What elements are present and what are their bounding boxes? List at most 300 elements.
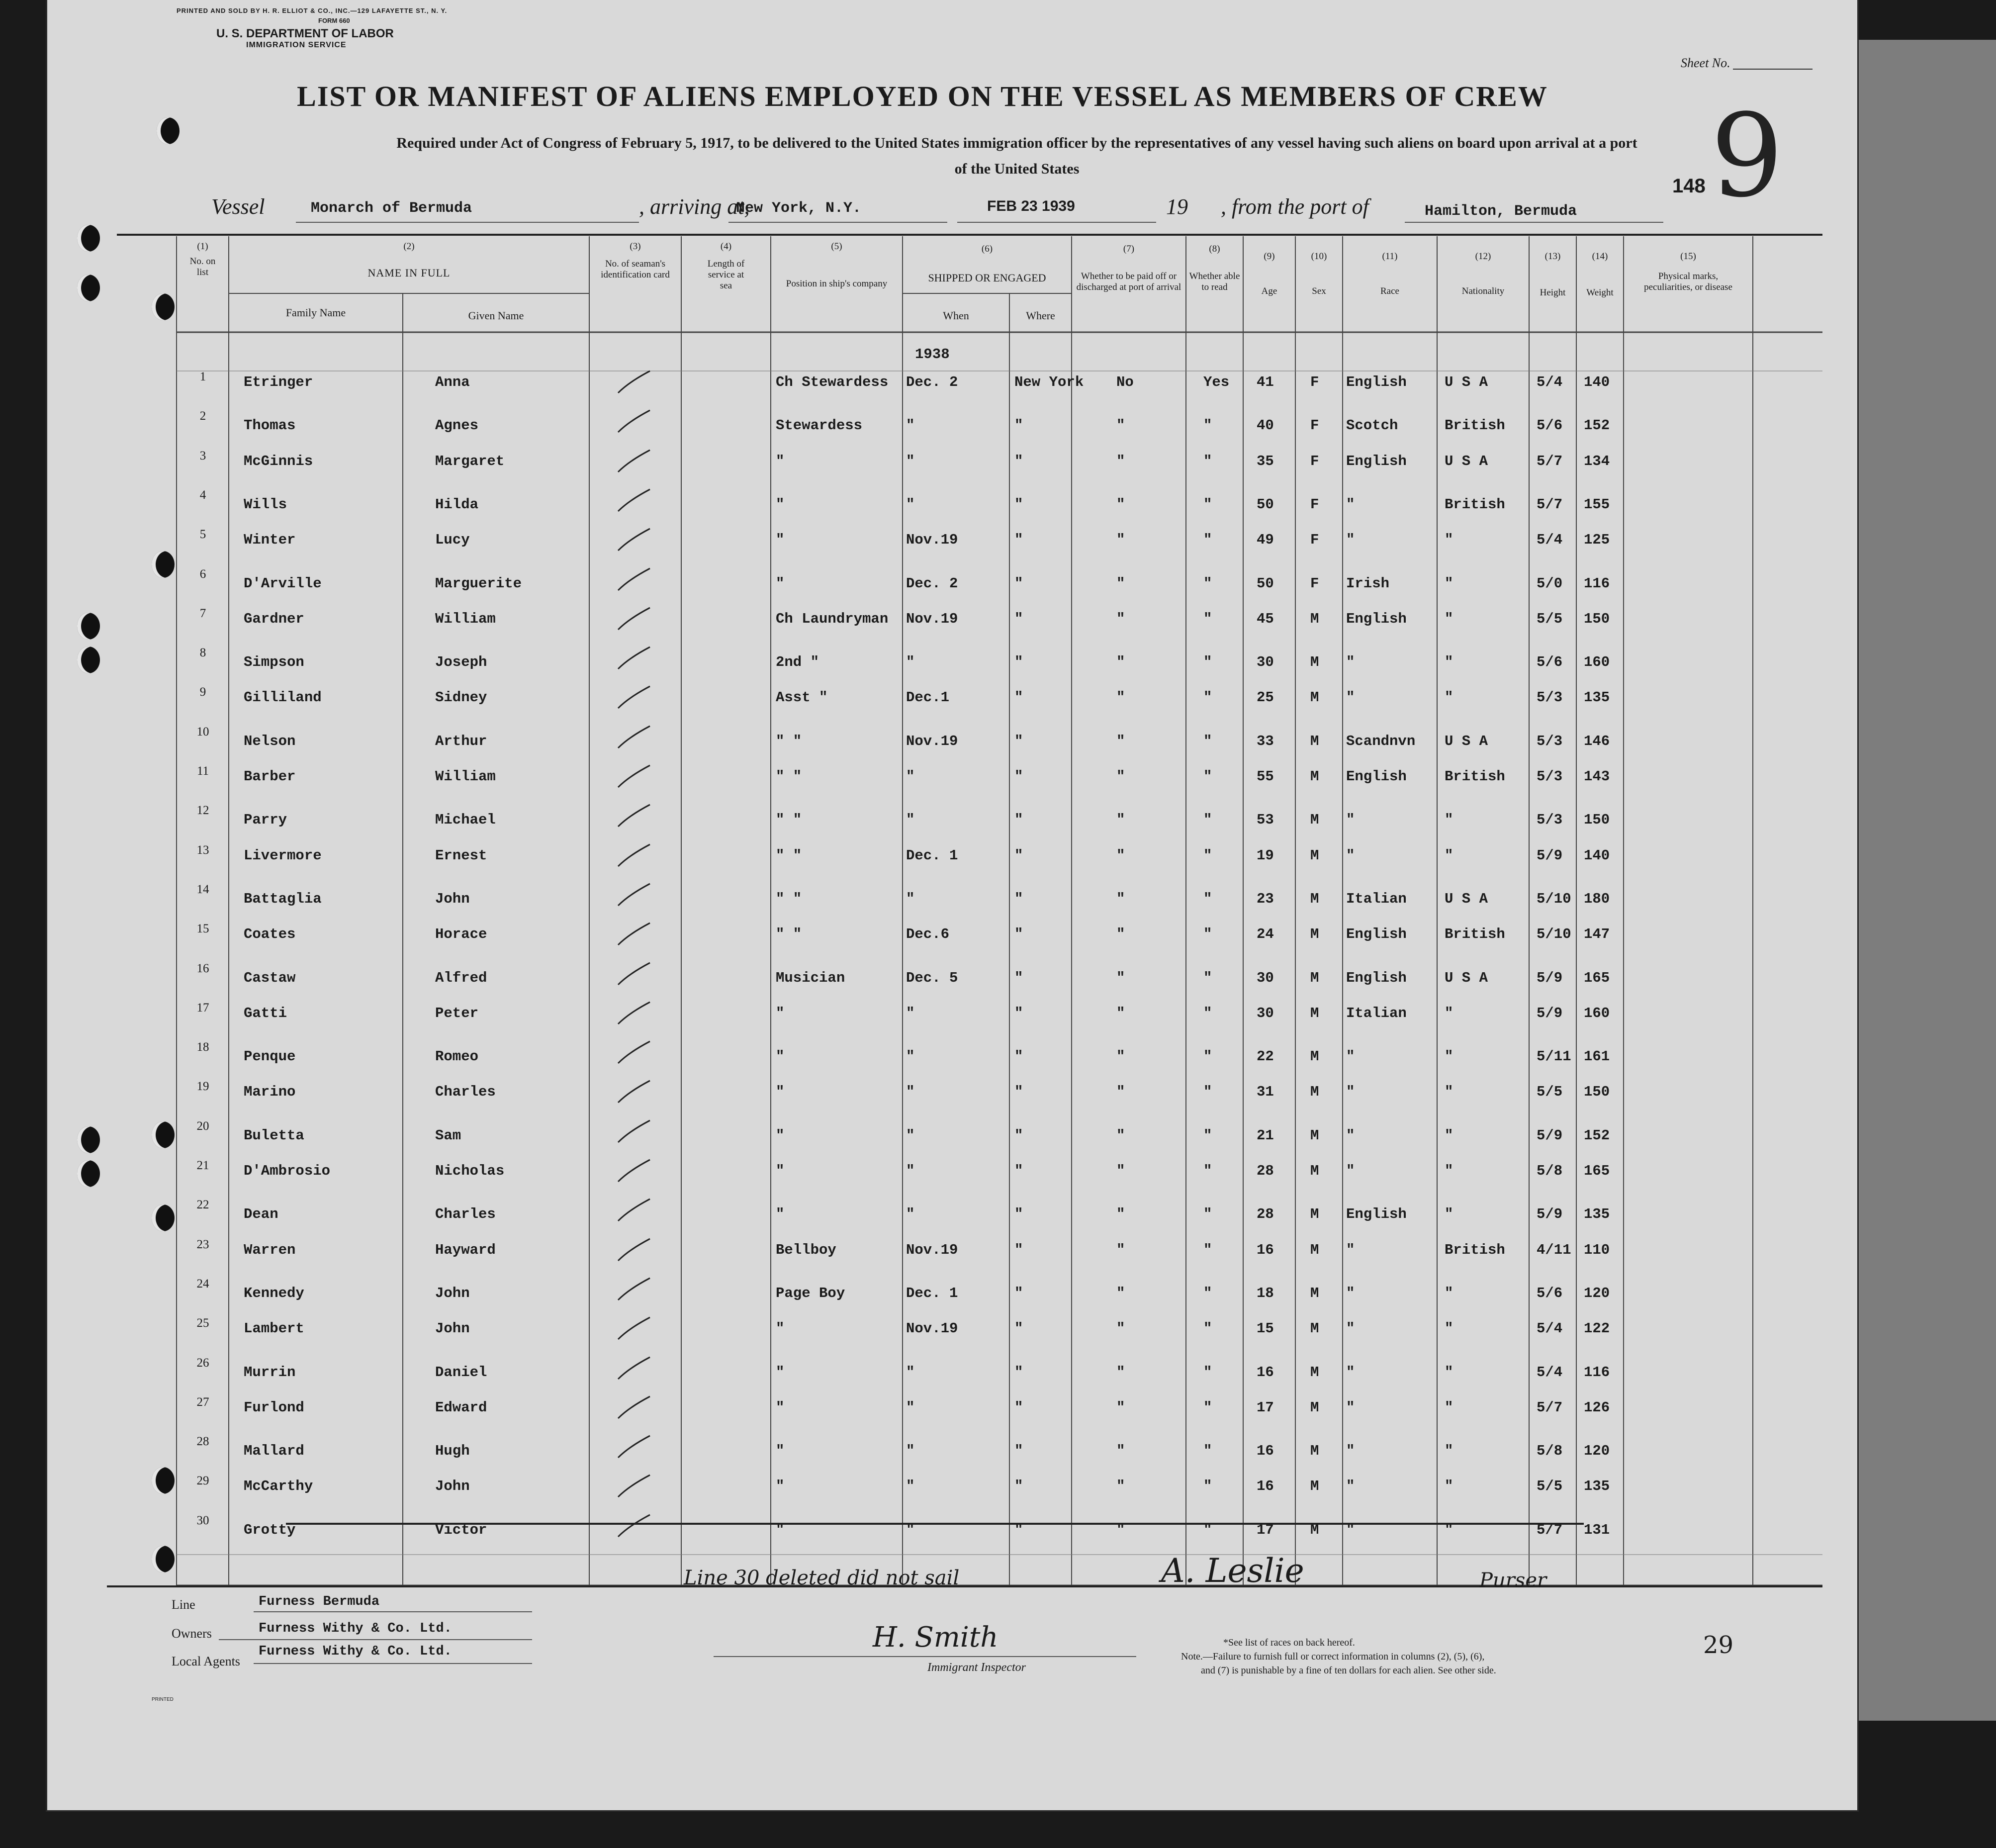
row-sex: M xyxy=(1310,1084,1319,1100)
col10-number: (10) xyxy=(1311,251,1327,262)
row-weight: 146 xyxy=(1584,733,1610,749)
row-shipped-where: " xyxy=(1014,417,1023,434)
row-race: " xyxy=(1346,1399,1355,1416)
row-age: 50 xyxy=(1257,575,1274,592)
row-weight: 150 xyxy=(1584,812,1610,828)
row-number: 1 xyxy=(199,370,206,383)
row-paid-off: " xyxy=(1116,891,1125,907)
local-agents-label: Local Agents xyxy=(172,1654,240,1668)
id-card-tick-mark xyxy=(614,801,654,831)
col4-header: Length of service at sea xyxy=(707,259,745,291)
row-able-to-read: " xyxy=(1203,1522,1212,1538)
row-weight: 143 xyxy=(1584,768,1610,785)
row-age: 49 xyxy=(1257,532,1274,548)
row-shipped-when: Nov.19 xyxy=(906,532,958,548)
row-number: 21 xyxy=(196,1159,209,1172)
row-given-name: Victor xyxy=(435,1522,487,1538)
row-shipped-when: Nov.19 xyxy=(906,733,958,749)
row-number: 3 xyxy=(199,449,206,462)
row-number: 2 xyxy=(199,409,206,423)
row-shipped-where: " xyxy=(1014,1127,1023,1144)
row-sex: M xyxy=(1310,611,1319,627)
row-age: 16 xyxy=(1257,1364,1274,1381)
col8-number: (8) xyxy=(1209,244,1220,254)
row-race: English xyxy=(1346,611,1407,627)
row-given-name: Nicholas xyxy=(435,1163,505,1179)
row-given-name: John xyxy=(435,1320,470,1337)
row-given-name: Arthur xyxy=(435,733,487,749)
row-number: 29 xyxy=(196,1474,209,1487)
row-paid-off: " xyxy=(1116,1320,1125,1337)
row-shipped-where: " xyxy=(1014,1399,1023,1416)
row-nationality: " xyxy=(1445,847,1453,864)
row-family-name: Barber xyxy=(244,768,296,785)
row-number: 15 xyxy=(196,922,209,935)
row-family-name: Wills xyxy=(244,496,287,513)
row-paid-off: " xyxy=(1116,575,1125,592)
id-card-tick-mark xyxy=(614,446,654,476)
row-position: Asst " xyxy=(776,689,828,706)
col8-header: Whether able to read xyxy=(1189,271,1240,292)
row-family-name: Kennedy xyxy=(244,1285,304,1301)
id-card-tick-mark xyxy=(614,722,654,752)
row-shipped-where: " xyxy=(1014,891,1023,907)
local-agents-underline xyxy=(254,1663,532,1664)
row-weight: 135 xyxy=(1584,689,1610,706)
row-able-to-read: " xyxy=(1203,1478,1212,1494)
row-number: 30 xyxy=(196,1514,209,1527)
row-race: " xyxy=(1346,1127,1355,1144)
row-weight: 131 xyxy=(1584,1522,1610,1538)
row-age: 30 xyxy=(1257,1005,1274,1021)
row-position: " xyxy=(776,1399,785,1416)
row-shipped-when: " xyxy=(906,496,915,513)
row-height: 5/5 xyxy=(1537,611,1563,627)
row-family-name: Livermore xyxy=(244,847,322,864)
row-race: English xyxy=(1346,1206,1407,1222)
row-family-name: D'Arville xyxy=(244,575,322,592)
row-paid-off: " xyxy=(1116,1242,1125,1258)
row-height: 4/11 xyxy=(1537,1242,1571,1258)
col2-family-header: Family Name xyxy=(285,306,346,319)
row-position: " " xyxy=(776,812,802,828)
row-shipped-where: " xyxy=(1014,575,1023,592)
row-sex: F xyxy=(1310,417,1319,434)
row-sex: M xyxy=(1310,1399,1319,1416)
row-shipped-when: Dec. 2 xyxy=(906,575,958,592)
row-able-to-read: Yes xyxy=(1203,374,1230,390)
row-nationality: " xyxy=(1445,1285,1453,1301)
row-able-to-read: " xyxy=(1203,1285,1212,1301)
row-family-name: Nelson xyxy=(244,733,296,749)
row-shipped-when: Nov.19 xyxy=(906,1320,958,1337)
row-shipped-where: " xyxy=(1014,847,1023,864)
row-given-name: Hilda xyxy=(435,496,479,513)
row-family-name: McGinnis xyxy=(244,453,313,469)
row-shipped-where: " xyxy=(1014,689,1023,706)
row-height: 5/7 xyxy=(1537,453,1563,469)
row-nationality: " xyxy=(1445,1478,1453,1494)
row-race: " xyxy=(1346,689,1355,706)
row-number: 14 xyxy=(196,883,209,896)
row-30-strikethrough xyxy=(286,1523,1584,1525)
row-height: 5/9 xyxy=(1537,1127,1563,1144)
row-number: 26 xyxy=(196,1356,209,1370)
row-able-to-read: " xyxy=(1203,1005,1212,1021)
row-nationality: " xyxy=(1445,1127,1453,1144)
row-position: " " xyxy=(776,768,802,785)
row-given-name: William xyxy=(435,768,496,785)
row-position: " xyxy=(776,1522,785,1538)
row-age: 15 xyxy=(1257,1320,1274,1337)
row-weight: 125 xyxy=(1584,532,1610,548)
row-shipped-when: Dec. 5 xyxy=(906,970,958,986)
row-height: 5/3 xyxy=(1537,733,1563,749)
handwritten-sheet-mark: 9 xyxy=(1711,90,1784,223)
row-height: 5/3 xyxy=(1537,768,1563,785)
row-given-name: Sidney xyxy=(435,689,487,706)
row-position: " xyxy=(776,1048,785,1065)
row-race: " xyxy=(1346,1242,1355,1258)
id-card-tick-mark xyxy=(614,840,654,870)
row-family-name: Etringer xyxy=(244,374,313,390)
row-shipped-when: Nov.19 xyxy=(906,611,958,627)
row-race: " xyxy=(1346,496,1355,513)
id-card-tick-mark xyxy=(614,1274,654,1304)
row-family-name: Grotty xyxy=(244,1522,296,1538)
row-race: " xyxy=(1346,1048,1355,1065)
row-nationality: " xyxy=(1445,1206,1453,1222)
row-age: 30 xyxy=(1257,970,1274,986)
row-paid-off: " xyxy=(1116,1206,1125,1222)
row-shipped-when: " xyxy=(906,1478,915,1494)
row-sex: M xyxy=(1310,847,1319,864)
row-able-to-read: " xyxy=(1203,689,1212,706)
row-position: Bellboy xyxy=(776,1242,836,1258)
row-family-name: D'Ambrosio xyxy=(244,1163,331,1179)
row-position: " xyxy=(776,1206,785,1222)
row-weight: 135 xyxy=(1584,1206,1610,1222)
row-able-to-read: " xyxy=(1203,1206,1212,1222)
row-given-name: John xyxy=(435,1285,470,1301)
row-shipped-when: " xyxy=(906,1399,915,1416)
row-paid-off: " xyxy=(1116,1084,1125,1100)
arrival-date-stamp: FEB 23 1939 xyxy=(987,198,1075,214)
row-shipped-where: " xyxy=(1014,1242,1023,1258)
col6-header: SHIPPED OR ENGAGED xyxy=(928,272,1046,284)
id-card-tick-mark xyxy=(614,1077,654,1107)
row-able-to-read: " xyxy=(1203,453,1212,469)
col3-header: No. of seaman's identification card xyxy=(601,259,670,280)
row-height: 5/10 xyxy=(1537,926,1571,942)
row-sex: M xyxy=(1310,1478,1319,1494)
from-port-label: , from the port of xyxy=(1221,194,1369,219)
row-height: 5/10 xyxy=(1537,891,1571,907)
row-race: " xyxy=(1346,532,1355,548)
row-given-name: John xyxy=(435,891,470,907)
row-sex: M xyxy=(1310,926,1319,942)
row-shipped-where: " xyxy=(1014,926,1023,942)
row-sex: M xyxy=(1310,1364,1319,1381)
row-number: 19 xyxy=(196,1080,209,1093)
row-nationality: " xyxy=(1445,689,1453,706)
row-given-name: Hugh xyxy=(435,1443,470,1459)
id-card-tick-mark xyxy=(614,1156,654,1186)
row-age: 17 xyxy=(1257,1399,1274,1416)
row-age: 50 xyxy=(1257,496,1274,513)
row-weight: 160 xyxy=(1584,654,1610,670)
row-able-to-read: " xyxy=(1203,654,1212,670)
deletion-note: Line 30 deleted did not sail xyxy=(684,1567,960,1589)
row-weight: 140 xyxy=(1584,847,1610,864)
row-position: 2nd " xyxy=(776,654,819,670)
row-nationality: " xyxy=(1445,1163,1453,1179)
row-position: " xyxy=(776,1084,785,1100)
row-paid-off: " xyxy=(1116,768,1125,785)
col15-number: (15) xyxy=(1680,251,1696,262)
row-given-name: Marguerite xyxy=(435,575,522,592)
row-race: " xyxy=(1346,1364,1355,1381)
row-sex: M xyxy=(1310,654,1319,670)
row-family-name: Furlond xyxy=(244,1399,304,1416)
row-number: 9 xyxy=(199,685,206,699)
owners-label: Owners xyxy=(172,1626,212,1641)
penalty-note-1: Note.—Failure to furnish full or correct information in columns (2), (5), (6), xyxy=(1181,1651,1485,1662)
row-paid-off: " xyxy=(1116,1399,1125,1416)
row-shipped-when: " xyxy=(906,768,915,785)
row-shipped-where: " xyxy=(1014,733,1023,749)
row-position: " xyxy=(776,575,785,592)
row-shipped-when: " xyxy=(906,1127,915,1144)
row-number: 13 xyxy=(196,843,209,857)
row-sex: F xyxy=(1310,575,1319,592)
row-position: Musician xyxy=(776,970,845,986)
row-position: " " xyxy=(776,891,802,907)
col4-number: (4) xyxy=(720,241,732,252)
row-sex: F xyxy=(1310,496,1319,513)
row-able-to-read: " xyxy=(1203,1163,1212,1179)
col14-header: Weight xyxy=(1586,287,1614,298)
row-sex: F xyxy=(1310,453,1319,469)
row-nationality: " xyxy=(1445,1364,1453,1381)
row-number: 18 xyxy=(196,1040,209,1054)
row-given-name: Charles xyxy=(435,1084,496,1100)
row-paid-off: " xyxy=(1116,1005,1125,1021)
row-nationality: British xyxy=(1445,1242,1505,1258)
vessel-label: Vessel xyxy=(211,194,265,219)
id-card-tick-mark xyxy=(614,998,654,1028)
row-nationality: U S A xyxy=(1445,891,1488,907)
row-family-name: Penque xyxy=(244,1048,296,1065)
row-able-to-read: " xyxy=(1203,1048,1212,1065)
row-able-to-read: " xyxy=(1203,1127,1212,1144)
row-family-name: Parry xyxy=(244,812,287,828)
row-age: 28 xyxy=(1257,1163,1274,1179)
row-position: " xyxy=(776,1005,785,1021)
id-card-tick-mark xyxy=(614,1235,654,1265)
row-number: 8 xyxy=(199,646,206,659)
row-shipped-when: " xyxy=(906,1206,915,1222)
row-shipped-when: " xyxy=(906,1163,915,1179)
row-nationality: " xyxy=(1445,611,1453,627)
row-number: 28 xyxy=(196,1435,209,1448)
row-given-name: Margaret xyxy=(435,453,505,469)
row-paid-off: " xyxy=(1116,453,1125,469)
row-shipped-where: " xyxy=(1014,970,1023,986)
col15-header: Physical marks, peculiarities, or disease xyxy=(1644,271,1732,292)
row-number: 17 xyxy=(196,1001,209,1015)
purser-title: Purser xyxy=(1479,1569,1547,1592)
row-family-name: Mallard xyxy=(244,1443,304,1459)
row-able-to-read: " xyxy=(1203,1084,1212,1100)
row-race: Italian xyxy=(1346,891,1407,907)
row-race: English xyxy=(1346,453,1407,469)
id-card-tick-mark xyxy=(614,1471,654,1501)
row-height: 5/11 xyxy=(1537,1048,1571,1065)
row-paid-off: " xyxy=(1116,611,1125,627)
col5-header: Position in ship's company xyxy=(786,278,888,289)
row-nationality: " xyxy=(1445,532,1453,548)
id-card-tick-mark xyxy=(614,761,654,791)
row-position: Ch Laundryman xyxy=(776,611,889,627)
row-weight: 120 xyxy=(1584,1285,1610,1301)
row-given-name: William xyxy=(435,611,496,627)
row-race: " xyxy=(1346,1320,1355,1337)
page-count-mark: 29 xyxy=(1703,1631,1734,1659)
id-card-tick-mark xyxy=(614,919,654,949)
row-paid-off: " xyxy=(1116,1048,1125,1065)
row-sex: M xyxy=(1310,1206,1319,1222)
row-weight: 126 xyxy=(1584,1399,1610,1416)
row-sex: M xyxy=(1310,1285,1319,1301)
row-shipped-where: " xyxy=(1014,496,1023,513)
row-able-to-read: " xyxy=(1203,847,1212,864)
row-paid-off: " xyxy=(1116,1522,1125,1538)
col7-header: Whether to be paid off or discharged at port of arrival xyxy=(1076,271,1181,292)
col11-number: (11) xyxy=(1382,251,1398,262)
row-family-name: Lambert xyxy=(244,1320,304,1337)
row-able-to-read: " xyxy=(1203,1364,1212,1381)
row-race: " xyxy=(1346,1084,1355,1100)
id-card-tick-mark xyxy=(614,1037,654,1067)
row-height: 5/7 xyxy=(1537,496,1563,513)
row-weight: 150 xyxy=(1584,611,1610,627)
row-family-name: Buletta xyxy=(244,1127,304,1144)
sheet-number-label: Sheet No. xyxy=(1681,56,1730,70)
row-race: " xyxy=(1346,1443,1355,1459)
row-sex: M xyxy=(1310,1048,1319,1065)
id-card-tick-mark xyxy=(614,525,654,554)
row-position: " " xyxy=(776,847,802,864)
row-shipped-when: " xyxy=(906,1364,915,1381)
row-shipped-when: " xyxy=(906,1048,915,1065)
row-able-to-read: " xyxy=(1203,891,1212,907)
row-able-to-read: " xyxy=(1203,1443,1212,1459)
row-race: English xyxy=(1346,374,1407,390)
row-age: 22 xyxy=(1257,1048,1274,1065)
row-shipped-where: " xyxy=(1014,1320,1023,1337)
col7-number: (7) xyxy=(1123,244,1135,254)
row-nationality: U S A xyxy=(1445,374,1488,390)
row-shipped-when: " xyxy=(906,1084,915,1100)
row-family-name: Murrin xyxy=(244,1364,296,1381)
row-number: 16 xyxy=(196,962,209,975)
row-able-to-read: " xyxy=(1203,611,1212,627)
subtitle-line-2: of the United States xyxy=(954,161,1080,177)
row-nationality: " xyxy=(1445,1320,1453,1337)
row-height: 5/6 xyxy=(1537,417,1563,434)
row-height: 5/9 xyxy=(1537,847,1563,864)
arriving-label: , arriving at, xyxy=(639,194,750,219)
row-height: 5/5 xyxy=(1537,1084,1563,1100)
row-age: 31 xyxy=(1257,1084,1274,1100)
id-card-tick-mark xyxy=(614,604,654,634)
row-age: 18 xyxy=(1257,1285,1274,1301)
row-number: 10 xyxy=(196,725,209,739)
row-number: 24 xyxy=(196,1277,209,1291)
row-position: Page Boy xyxy=(776,1285,845,1301)
row-family-name: Dean xyxy=(244,1206,278,1222)
row-shipped-where: " xyxy=(1014,812,1023,828)
row-race: " xyxy=(1346,654,1355,670)
col9-number: (9) xyxy=(1264,251,1275,262)
row-race: Irish xyxy=(1346,575,1390,592)
arrival-port: New York, N.Y. xyxy=(736,200,862,217)
col12-header: Nationality xyxy=(1461,286,1505,296)
row-able-to-read: " xyxy=(1203,768,1212,785)
col9-header: Age xyxy=(1261,286,1277,296)
row-nationality: " xyxy=(1445,1399,1453,1416)
row-family-name: Thomas xyxy=(244,417,296,434)
row-position: " xyxy=(776,1443,785,1459)
row-paid-off: " xyxy=(1116,1478,1125,1494)
row-height: 5/4 xyxy=(1537,1320,1563,1337)
row-number: 12 xyxy=(196,804,209,817)
row-height: 5/9 xyxy=(1537,970,1563,986)
row-weight: 120 xyxy=(1584,1443,1610,1459)
col14-number: (14) xyxy=(1592,251,1608,262)
col11-header: Race xyxy=(1380,286,1399,296)
row-weight: 147 xyxy=(1584,926,1610,942)
row-race: Scandnvn xyxy=(1346,733,1416,749)
row-age: 33 xyxy=(1257,733,1274,749)
row-given-name: Charles xyxy=(435,1206,496,1222)
col3-number: (3) xyxy=(630,241,641,252)
row-number: 4 xyxy=(199,488,206,502)
row-paid-off: " xyxy=(1116,654,1125,670)
row-sex: M xyxy=(1310,733,1319,749)
row-number: 7 xyxy=(199,607,206,620)
row-given-name: Peter xyxy=(435,1005,479,1021)
row-height: 5/0 xyxy=(1537,575,1563,592)
row-weight: 140 xyxy=(1584,374,1610,390)
row-position: " xyxy=(776,1364,785,1381)
row-height: 5/4 xyxy=(1537,1364,1563,1381)
row-number: 23 xyxy=(196,1238,209,1251)
row-given-name: Horace xyxy=(435,926,487,942)
id-card-tick-mark xyxy=(614,1511,654,1541)
purser-signature: A. Leslie xyxy=(1161,1552,1304,1590)
row-able-to-read: " xyxy=(1203,1320,1212,1337)
inspector-line xyxy=(714,1656,1136,1657)
row-race: " xyxy=(1346,847,1355,864)
row-sex: F xyxy=(1310,374,1319,390)
row-weight: 122 xyxy=(1584,1320,1610,1337)
service-label: IMMIGRATION SERVICE xyxy=(246,41,347,49)
row-age: 40 xyxy=(1257,417,1274,434)
row-nationality: " xyxy=(1445,812,1453,828)
row-paid-off: " xyxy=(1116,417,1125,434)
